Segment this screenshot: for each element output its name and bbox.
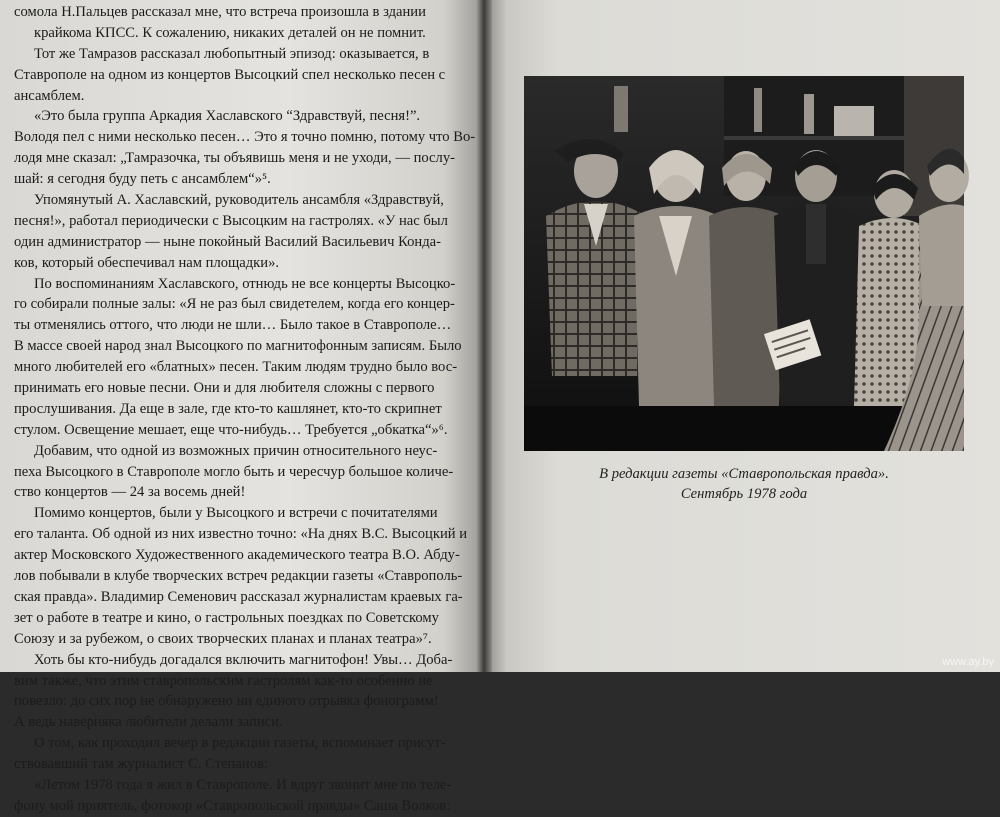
group-photo-image <box>524 76 964 451</box>
text-line: шай: я сегодня буду петь с ансамблем“»⁵. <box>14 171 271 188</box>
text-line: Ставрополе на одном из концертов Высоцкий спел несколько песен с <box>14 66 446 83</box>
text-line: ство концертов — 24 за восемь дней! <box>14 484 246 501</box>
text-line: ская правда». Владимир Семенович рассказал журналистам краевых га- <box>14 588 463 605</box>
text-line: Добавим, что одной из возможных причин относительного неус- <box>34 442 438 459</box>
text-line: много любителей его «блатных» песен. Таким людям трудно было вос- <box>14 359 458 376</box>
photo-caption <box>524 464 964 504</box>
text-line: А ведь наверняка любители делали записи. <box>14 714 283 731</box>
text-line: повезло: до сих пор не обнаружено ни единого отрывка фонограмм! <box>14 693 439 710</box>
text-line: принимать его новые песни. Они и для любителя сложны с первого <box>14 380 435 397</box>
text-line: крайкома КПСС. К сожалению, никаких деталей он не помнит. <box>34 24 426 41</box>
text-line: актер Московского Художественного академического театра В.О. Абду- <box>14 547 460 564</box>
text-line: его таланта. Об одной из них известно точно: «На днях В.С. Высоцкий и <box>14 526 468 543</box>
text-line: вим также, что этим ставропольским гастролям как-то особенно не <box>14 672 433 689</box>
text-line: ансамблем. <box>14 87 85 104</box>
text-line: го собирали полные залы: «Я не раз был свидетелем, когда его концер- <box>14 296 455 313</box>
book-spine-gutter <box>476 0 492 672</box>
text-line: ствовавший там журналист С. Степанов: <box>14 756 268 773</box>
text-line: Хоть бы кто-нибудь догадался включить магнитофон! Увы… Доба- <box>34 651 453 668</box>
text-line: По воспоминаниям Хаславского, отнюдь не все концерты Высоцко- <box>34 275 456 292</box>
right-page <box>486 0 1000 672</box>
left-page <box>0 0 482 814</box>
text-line: ты отменялись оттого, что люди не шли… Было такое в Ставрополе… <box>14 317 452 334</box>
group-photo <box>524 76 964 451</box>
text-line: стулом. Освещение мешает, еще что-нибудь… Требуется „обкатка“»⁶. <box>14 421 448 438</box>
text-line: песня!», работал периодически с Высоцким на гастролях. «У нас был <box>14 212 448 229</box>
text-line: зет о работе в театре и кино, о гастрольных поездках по Советскому <box>14 609 439 626</box>
text-line: Володя пел с ними несколько песен… Это я точно помню, потому что Во- <box>14 129 476 146</box>
left-page-text <box>14 2 476 817</box>
text-line: «Летом 1978 года я жил в Ставрополе. И вдруг звонит мне по теле- <box>34 776 452 793</box>
caption-line-2: Сентябрь 1978 года <box>680 486 808 502</box>
text-line: «Это была группа Аркадия Хаславского “Здравствуй, песня!”. <box>34 108 421 125</box>
text-line: О том, как проходил вечер в редакции газеты, вспоминает присут- <box>34 735 446 752</box>
watermark: www.ay.by <box>942 656 994 668</box>
text-line: сомола Н.Пальцев рассказал мне, что встреча произошла в здании <box>14 4 426 20</box>
caption-line-1: В редакции газеты «Ставропольская правда». <box>599 466 889 482</box>
text-line: Союзу и за рубежом, о своих творческих планах и планах театра»⁷. <box>14 630 432 647</box>
text-line: лодя мне сказал: „Тамразочка, ты объявишь меня и не уходи, — послу- <box>14 150 455 167</box>
text-line: Упомянутый А. Хаславский, руководитель ансамбля «Здравствуй, <box>34 192 444 209</box>
text-line: лов побывали в клубе творческих встреч редакции газеты «Ставрополь- <box>14 568 463 585</box>
text-line: Тот же Тамразов рассказал любопытный эпизод: оказывается, в <box>34 45 430 62</box>
text-line: фону мой приятель, фотокор «Ставропольской правды» Саша Волков: <box>14 797 451 814</box>
text-line: один администратор — ныне покойный Василий Васильевич Конда- <box>14 233 441 250</box>
text-line: пеха Высоцкого в Ставрополе могло быть и чересчур большое количе- <box>14 463 454 480</box>
text-line: прослушивания. Да еще в зале, где кто-то кашлянет, кто-то скрипнет <box>14 400 442 417</box>
text-line: ков, который обеспечивал нам площадки». <box>14 254 280 271</box>
text-line: В массе своей народ знал Высоцкого по магнитофонным записям. Было <box>14 338 462 355</box>
text-line: Помимо концертов, были у Высоцкого и встречи с почитателями <box>34 505 438 522</box>
